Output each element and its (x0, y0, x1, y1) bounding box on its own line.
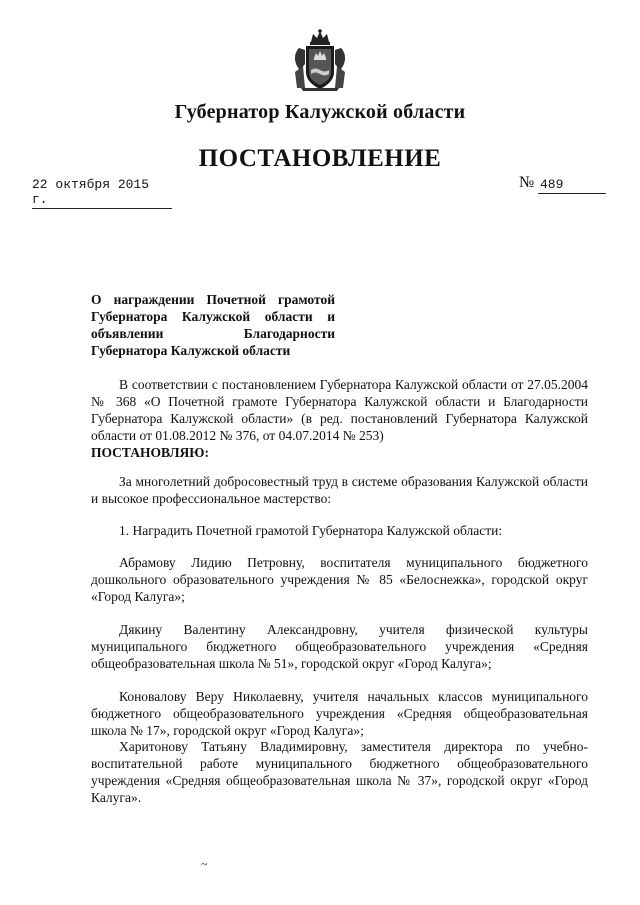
item-1-heading: 1. Наградить Почетной грамотой Губернатора Калужской области: (119, 523, 503, 538)
document-type-title: ПОСТАНОВЛЕНИЕ (198, 145, 442, 172)
stray-mark: ~ (201, 857, 208, 871)
decree-word: ПОСТАНОВЛЯЮ: (91, 445, 209, 460)
awardee-paragraph: Коновалову Веру Николаевну, учителя начальных классов муниципального бюджетного общеобразовательного учреждения «Средняя общеобразовательная школа № 17», городской округ «Город Калуга»; (91, 689, 588, 738)
awardee-paragraph: Харитонову Татьяну Владимировну, заместителя директора по учебно-воспитательной работе муниципального бюджетного общеобразовательного учреждения «Средняя общеобразовательная школа № 37», городской округ «Город Калуга». (91, 739, 588, 805)
document-number: 489 (538, 177, 606, 194)
document-date: 22 октября 2015 г. (32, 177, 172, 209)
awardee-paragraph: Абрамову Лидию Петровну, воспитателя муниципального бюджетного дошкольного образовательного учреждения № 85 «Белоснежка», городской округ «Город Калуга»; (91, 555, 588, 604)
preamble-paragraph (91, 376, 588, 461)
preamble-text: В соответствии с постановлением Губернатора Калужской области от 27.05.2004 № 368 «О Почетной грамоте Губернатора Калужской области и Благодарности Губернатора Калужской области» (в ред. постановлений Губернатора Калужской области от 01.08.2012 № 376, от 04.07.2014 № 253) (91, 377, 588, 443)
document-number-label: № (519, 174, 535, 191)
coat-of-arms-icon (291, 28, 349, 92)
document-subject: О награждении Почетной грамотой Губернатора Калужской области и объявлении Благодарности Губернатора Калужской области (91, 292, 335, 358)
issuing-authority: Губернатор Калужской области (174, 101, 466, 123)
awardee-paragraph: Дякину Валентину Александровну, учителя физической культуры муниципального бюджетного общеобразовательного учреждения «Средняя общеобразовательная школа № 51», городской округ «Город Калуга»; (91, 622, 588, 671)
reason-paragraph: За многолетний добросовестный труд в системе образования Калужской области и высокое профессиональное мастерство: (91, 474, 588, 506)
